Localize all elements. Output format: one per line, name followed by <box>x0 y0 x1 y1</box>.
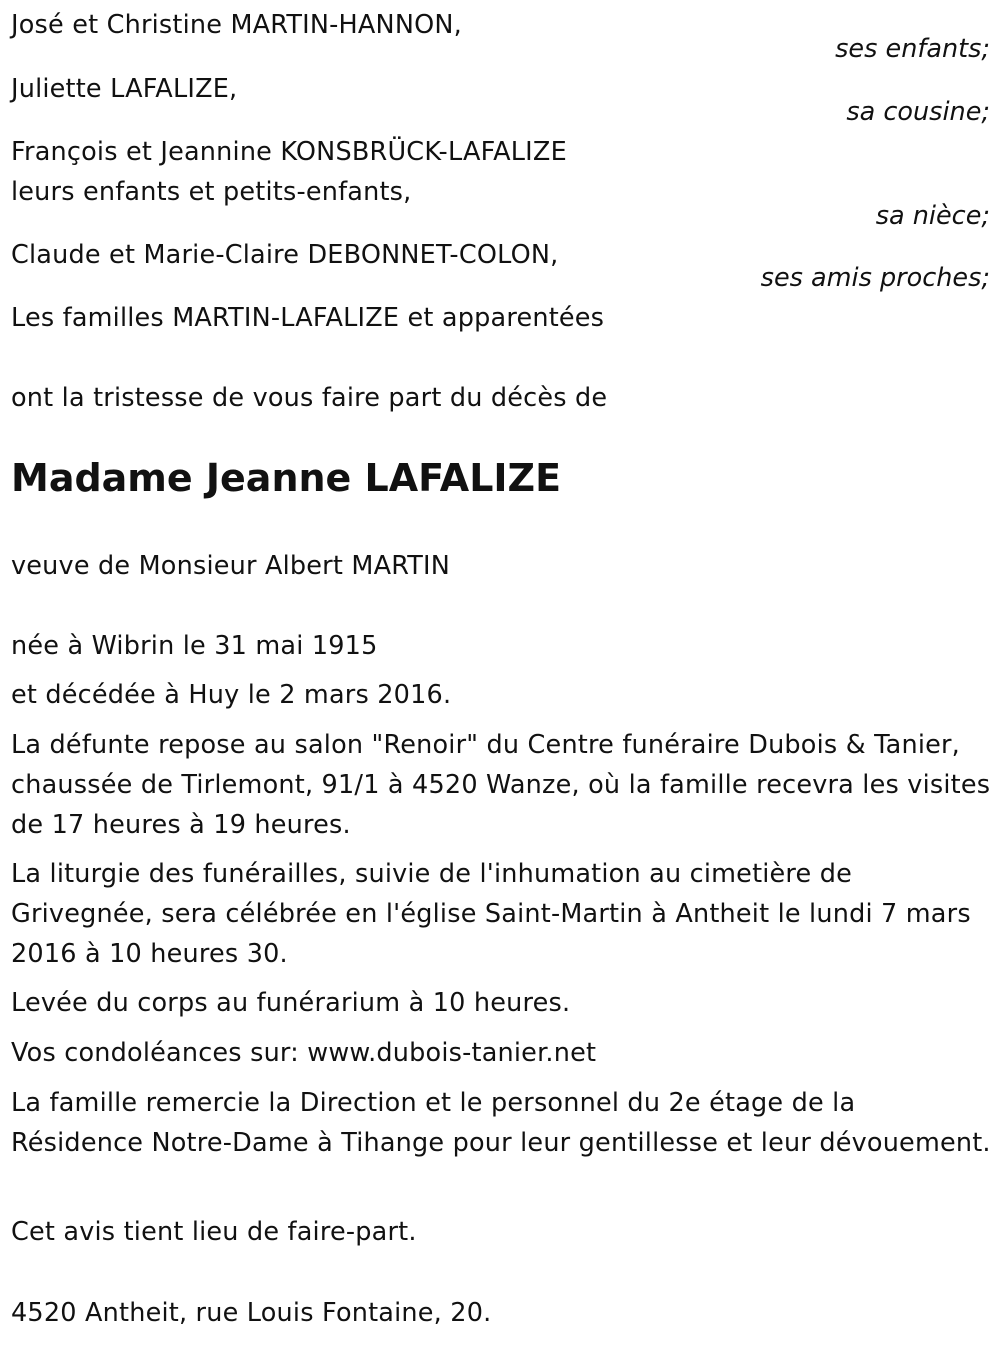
family-entry-3-names-line1: François et Jeannine KONSBRÜCK-LAFALIZE <box>11 137 567 167</box>
family-entry-1-names: José et Christine MARTIN-HANNON, <box>11 10 462 40</box>
condolences-paragraph: Vos condoléances sur: www.dubois-tanier.net <box>11 1038 597 1068</box>
family-entry-2-relation: sa cousine; <box>846 97 990 127</box>
family-entry-5-names: Les familles MARTIN-LAFALIZE et apparentées <box>11 303 605 333</box>
family-entry-4-relation: ses amis proches; <box>760 263 990 293</box>
departure-paragraph: Levée du corps au funérarium à 10 heures. <box>11 988 571 1018</box>
family-entry-3-names-line2: leurs enfants et petits-enfants, <box>11 177 412 207</box>
family-entry-3-relation: sa nièce; <box>875 201 990 231</box>
liturgy-paragraph: La liturgie des funérailles, suivie de l'inhumation au cimetière de Grivegnée, sera célébrée en l'église Saint-Martin à Antheit le lundi 7 mars 2016 à 10 heures 30. <box>11 859 971 969</box>
deceased-birth: née à Wibrin le 31 mai 1915 <box>11 631 378 661</box>
thanks-paragraph: La famille remercie la Direction et le personnel du 2e étage de la Résidence Notre-Dame à Tihange pour leur gentillesse et leur dévouement. <box>11 1088 991 1158</box>
address: 4520 Antheit, rue Louis Fontaine, 20. <box>11 1298 492 1328</box>
deceased-name: Madame Jeanne LAFALIZE <box>11 456 562 500</box>
deceased-death: et décédée à Huy le 2 mars 2016. <box>11 680 452 710</box>
announcement-text: ont la tristesse de vous faire part du décès de <box>11 383 608 413</box>
family-entry-1-relation: ses enfants; <box>835 34 990 64</box>
visitation-paragraph: La défunte repose au salon "Renoir" du Centre funéraire Dubois & Tanier, chaussée de Tirlemont, 91/1 à 4520 Wanze, où la famille recevra les visites de 17 heures à 19 heures. <box>11 730 991 840</box>
family-entry-4-names: Claude et Marie-Claire DEBONNET-COLON, <box>11 240 559 270</box>
deceased-spouse: veuve de Monsieur Albert MARTIN <box>11 551 451 581</box>
notice-paragraph: Cet avis tient lieu de faire-part. <box>11 1217 417 1247</box>
family-entry-2-names: Juliette LAFALIZE, <box>11 74 238 104</box>
